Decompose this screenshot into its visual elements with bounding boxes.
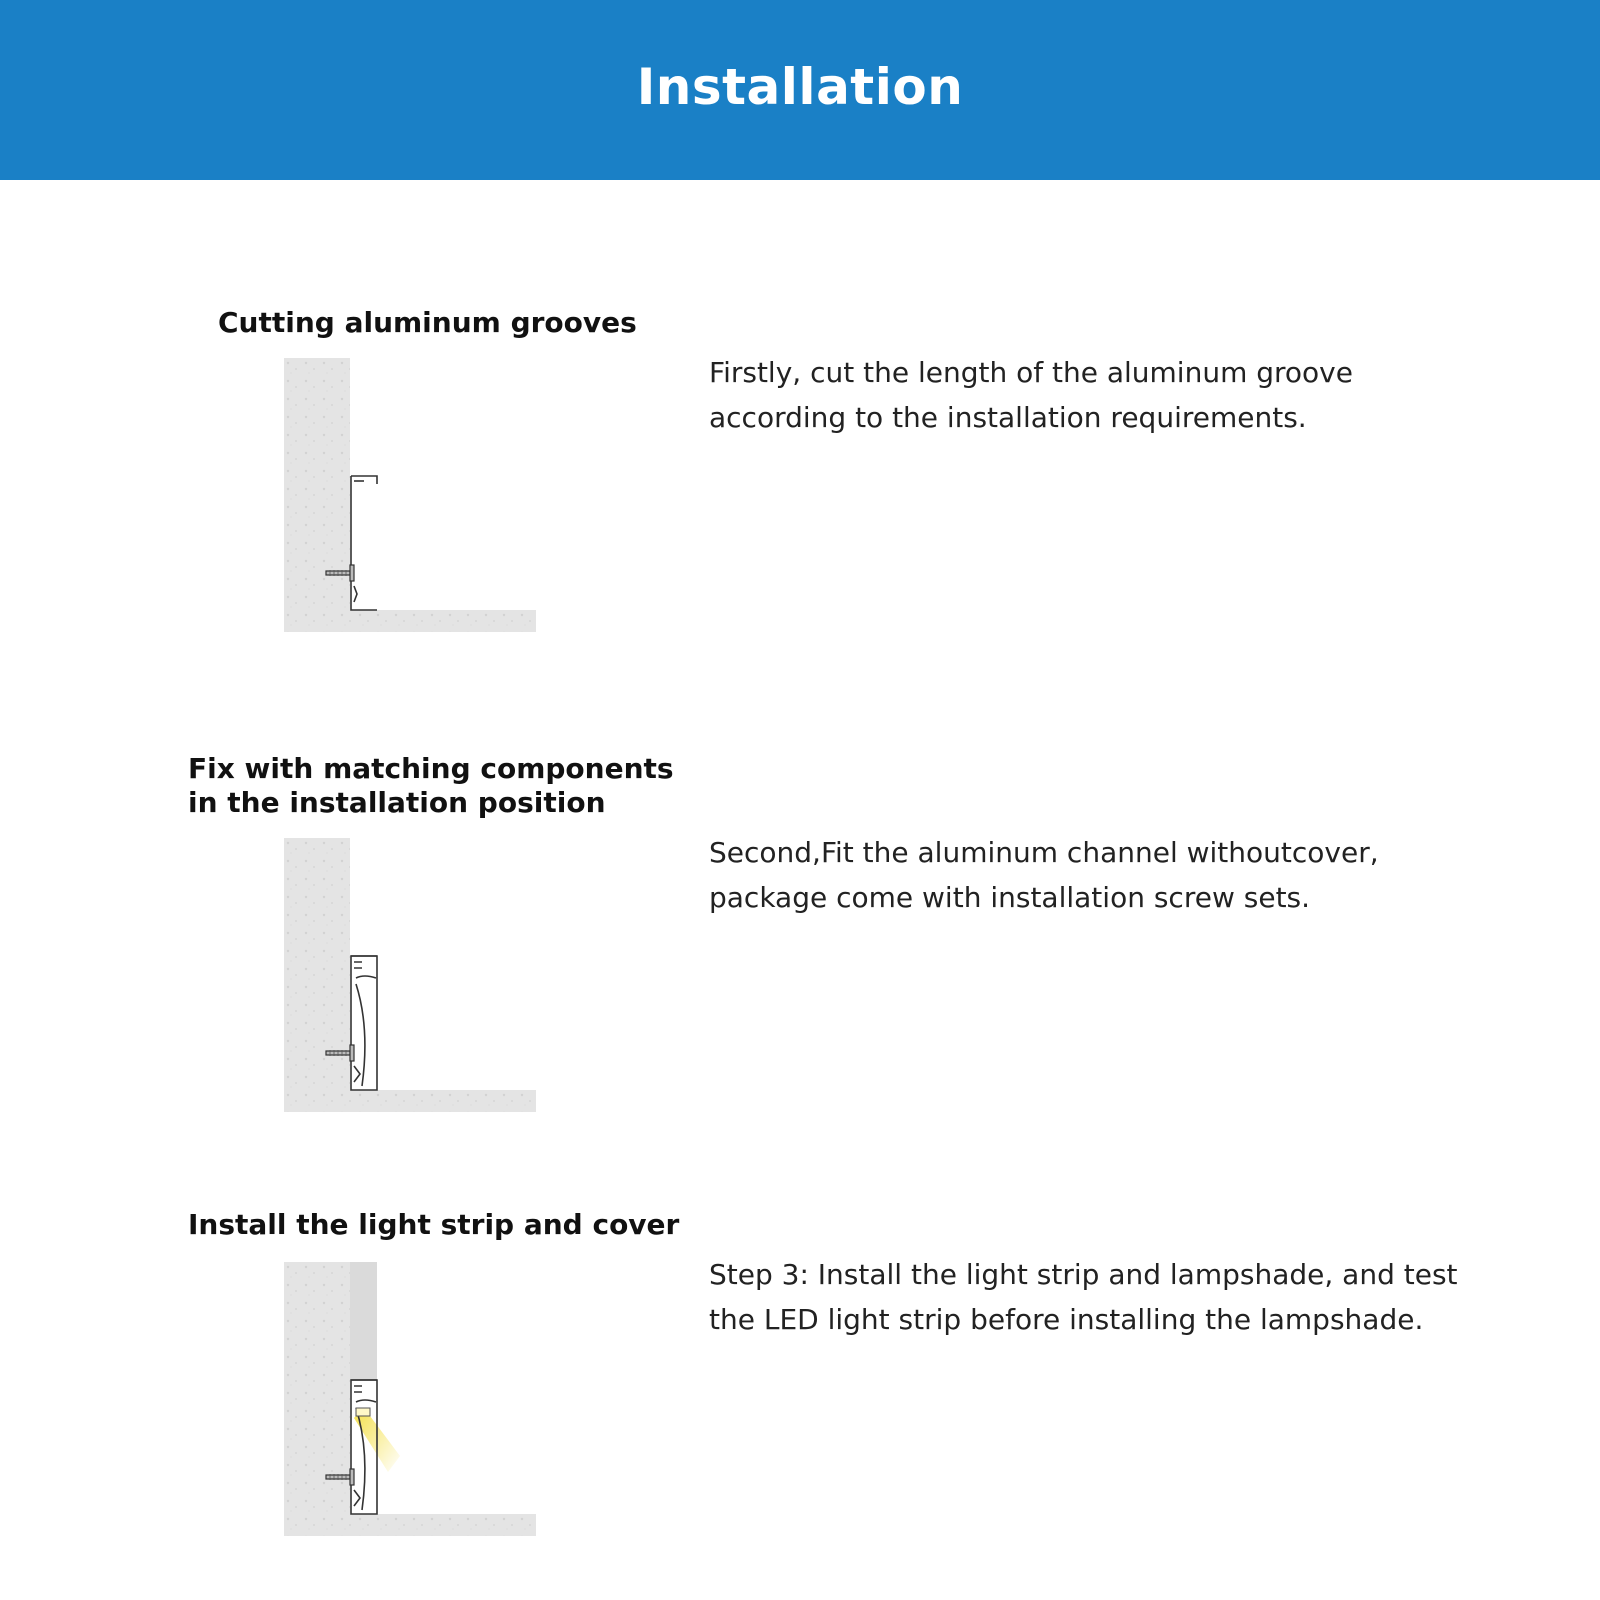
step-3-description-line-2: the LED light strip before installing the lampshade.: [709, 1303, 1424, 1336]
step-1-description: [709, 350, 1469, 440]
step-2-title: [188, 752, 674, 820]
step-1-description-line-2: according to the installation requirements.: [709, 401, 1307, 434]
step-2-description: [709, 830, 1469, 920]
page-title: Installation: [636, 58, 964, 116]
step-2-description-line-1: Second,Fit the aluminum channel withoutcover,: [709, 836, 1379, 869]
profile-cut-diagram-icon: [284, 358, 536, 632]
step-1-description-line-1: Firstly, cut the length of the aluminum groove: [709, 356, 1353, 389]
profile-light-diagram-icon: [284, 1262, 536, 1536]
step-1-title: Cutting aluminum grooves: [218, 306, 637, 339]
step-2-title-line-2: in the installation position: [188, 786, 606, 819]
step-2-description-line-2: package come with installation screw sets.: [709, 881, 1311, 914]
step-3-description-line-1: Step 3: Install the light strip and lampshade, and test: [709, 1258, 1458, 1291]
step-2-title-line-1: Fix with matching components: [188, 752, 674, 785]
header-banner: [0, 0, 1600, 180]
step-3-description: [709, 1252, 1469, 1342]
step-3-title: Install the light strip and cover: [188, 1208, 680, 1241]
profile-mount-diagram-icon: [284, 838, 536, 1112]
